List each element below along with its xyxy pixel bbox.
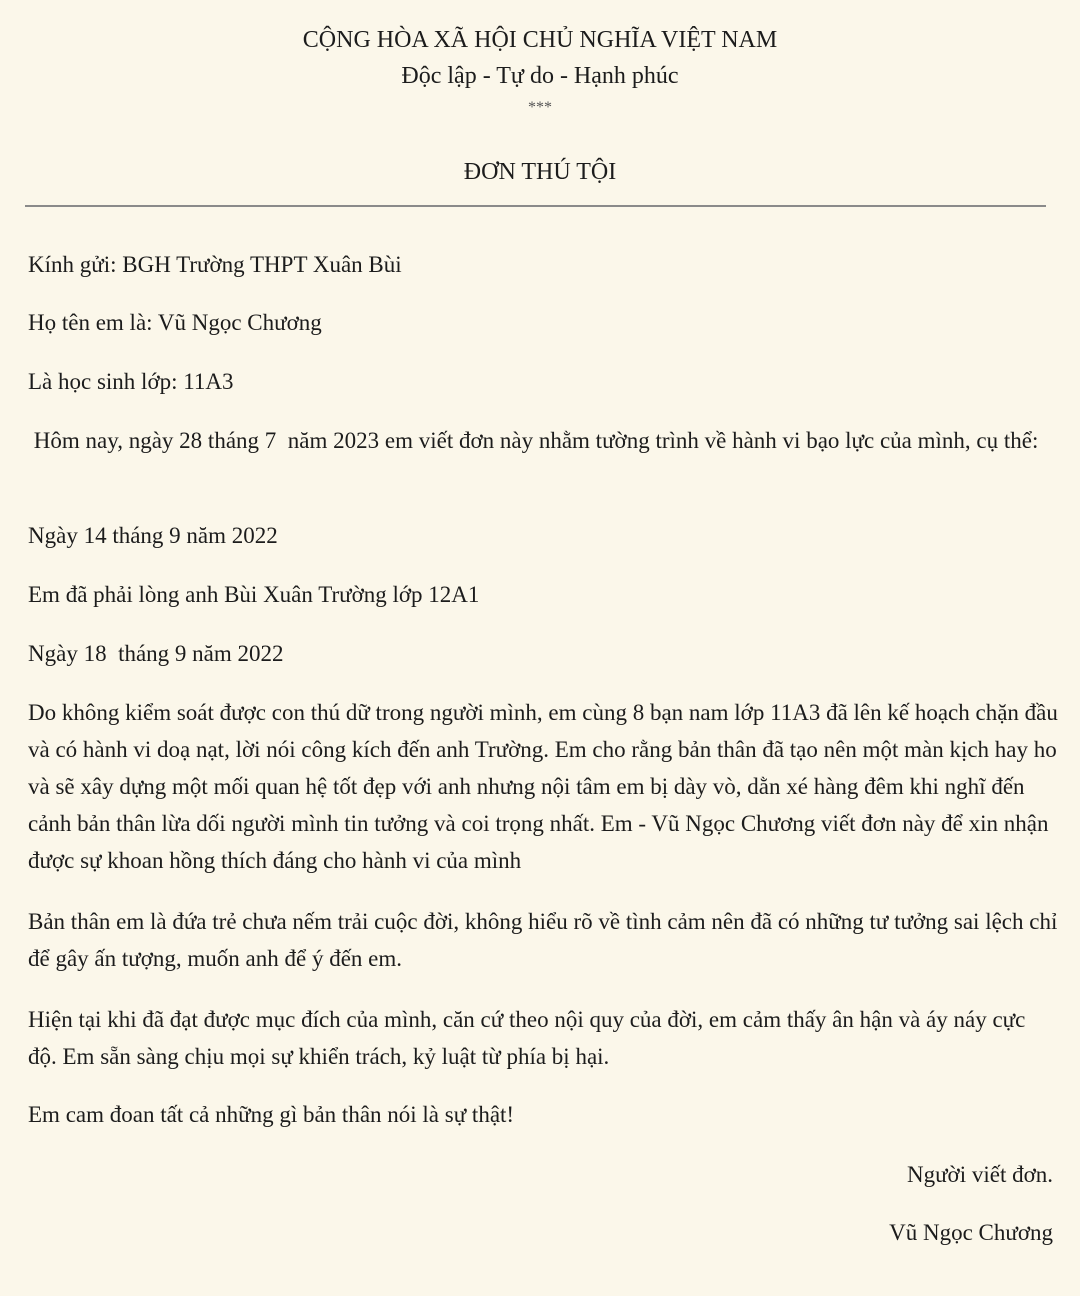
first-event-line: Em đã phải lòng anh Bùi Xuân Trường lớp 12A1 [28,582,480,607]
remorse-paragraph: Hiện tại khi đã đạt được mục đích của mình, căn cứ theo nội quy của đời, em cảm thấy ân hận và áy náy cực độ. Em sẵn sàng chịu mọi sự khiển trách, kỷ luật từ phía bị hại. [28,1007,1026,1069]
document-title: ĐƠN THÚ TỘI [463,159,617,185]
title-divider [25,205,1046,207]
reflection-paragraph: Bản thân em là đứa trẻ chưa nếm trải cuộc đời, không hiểu rõ về tình cảm nên đã có những tư tưởng sai lệch chỉ để gây ấn tượng, muốn anh để ý đến em. [28,909,1058,971]
signature-name: Vũ Ngọc Chương [889,1220,1053,1245]
ornament-stars: *** [528,99,552,116]
class-line: Là học sinh lớp: 11A3 [28,369,234,394]
name-line: Họ tên em là: Vũ Ngọc Chương [28,310,322,335]
intro-paragraph: Hôm nay, ngày 28 tháng 7 năm 2023 em viết đơn này nhằm tường trình về hành vi bạo lực của mình, cụ thể: [28,428,1039,453]
recipient-line: Kính gửi: BGH Trường THPT Xuân Bùi [28,252,402,277]
signature-role: Người viết đơn. [906,1162,1053,1187]
national-title: CỘNG HÒA XÃ HỘI CHỦ NGHĨA VIỆT NAM [302,27,778,53]
pledge-line: Em cam đoan tất cả những gì bản thân nói là sự thật! [28,1102,515,1127]
first-date-line: Ngày 14 tháng 9 năm 2022 [28,523,278,548]
second-event-paragraph: Do không kiểm soát được con thú dữ trong người mình, em cùng 8 bạn nam lớp 11A3 đã lên kế hoạch chặn đầu và có hành vi doạ nạt, lời nói công kích đến anh Trường. Em cho rằng bản thân đã tạo nên một màn kịch hay ho và sẽ xây dựng một mối quan hệ tốt đẹp với anh nhưng nội tâm em bị dày vò, dằn xé hàng đêm khi nghĩ đến cảnh bản thân lừa dối người mình tin tưởng và coi trọng nhất. Em - Vũ Ngọc Chương viết đơn này để xin nhận được sự khoan hồng thích đáng cho hành vi của mình [28,700,1058,873]
national-motto: Độc lập - Tự do - Hạnh phúc [401,63,679,89]
second-date-line: Ngày 18 tháng 9 năm 2022 [28,641,284,666]
